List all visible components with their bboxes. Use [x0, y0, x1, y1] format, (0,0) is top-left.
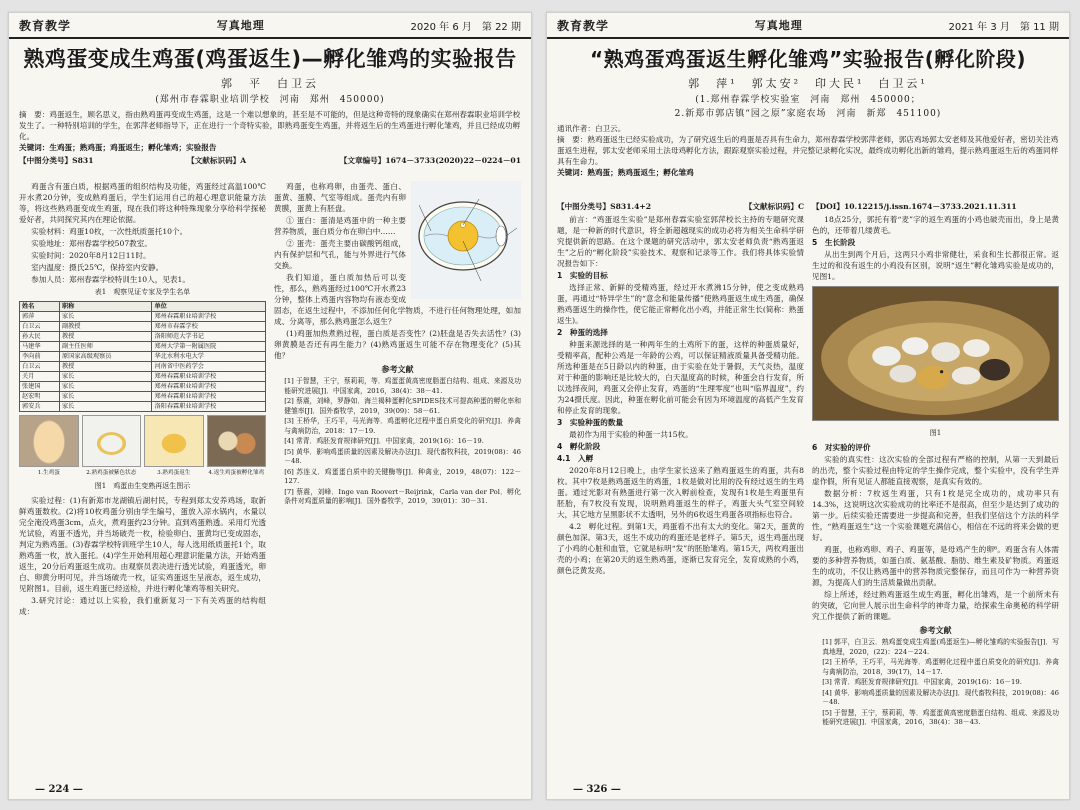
table-row: [20, 352, 266, 362]
left-column: [19, 181, 266, 781]
clc-code: 【中图分类号】S831.4+2: [557, 202, 652, 211]
page-number: — 326 —: [573, 784, 621, 795]
egg-photo-strip: [19, 415, 266, 467]
reference-item: [3] 常青．鸡胚发育规律研究[J]．中国家禽，2019(16)：16－19.: [822, 678, 1022, 686]
table-cell: 河南省中医药学会: [152, 362, 266, 372]
table-row: [20, 392, 266, 402]
photo-caption: 3.熟鸡蛋返生: [157, 470, 191, 476]
table-cell: 家长: [59, 382, 152, 392]
page-number: — 224 —: [35, 784, 83, 795]
page-header: [547, 13, 1069, 39]
right-column: [274, 181, 521, 781]
table-row: [20, 382, 266, 392]
classification-line: [9, 155, 531, 166]
abstract: [557, 123, 1059, 178]
abstract-text: 摘 要：鸡蛋返生，顾名思义，指由熟鸡蛋再变成生鸡蛋，这是一个难以想象的，甚至是不可能的，但是这种奇特的现象确实在郑州春霖职业培训学校发生了。一种特别培训的学生，在郭萍老师指导下，正在进行一个奇特实验，即熟鸡蛋变生鸡蛋，并将返生后的生鸡蛋进行孵化雏鸡，并且已经成功孵化。: [19, 110, 521, 141]
table-cell: 华北水利水电大学: [152, 352, 266, 362]
table-cell: 白卫云: [20, 362, 60, 372]
clc-code: 【中图分类号】S831: [19, 156, 94, 165]
classification-line: [557, 201, 804, 212]
section-heading: 1 实验的目标: [557, 271, 608, 280]
column-name: 教育教学: [557, 18, 610, 33]
paragraph: 种蛋来源选择的是一种两年生的土鸡所下的蛋，这样的种蛋质量好，受精率高，配种公鸡是一年龄的公鸡，可以保证精液质量具备受精功能。所选种蛋是在5日龄以内的种蛋，由于实验在处于暑假，天气炎热，温度对于种蛋的影响还是比较大的，白天温度高的时候，种蛋会自行发育，所以选择夜间，鸡蛋又会停止发育，鸡蛋的“生理零度”也叫“临界温度”，约为24摄氏度。因此，种蛋在孵化前可能会有因为环境温度的高低产生发育和停止发育的现象。: [557, 340, 804, 415]
witness-table: [19, 301, 266, 412]
issue-info: 2020 年 6 月 第 22 期: [410, 21, 521, 33]
table-cell: 马建华: [20, 342, 60, 352]
table-cell: 家长: [59, 312, 152, 322]
table-cell: 洛阳师范大学书记: [152, 332, 266, 342]
table-cell: 家长: [59, 372, 152, 382]
references-title: 参考文献: [919, 625, 952, 635]
table-cell: 郑州春霖职业培训学校: [152, 382, 266, 392]
author-affiliation: (郑州市春霖职业培训学校 河南 郑州 450000): [155, 95, 385, 105]
doi-line: [812, 201, 1059, 212]
table-cell: 教授: [59, 332, 152, 342]
paragraph: 实验地址：郑州春霖学校507教室。: [31, 239, 152, 248]
paragraph: 实验过程：(1)有新郑市龙湖镇后湖村民，专程到郑太安养鸡场，取新鲜鸡蛋数枚。(2)将10枚鸡蛋分别由学生编号，蛋放入凉水锅内，水量以完全淹没鸡蛋3cm，点火，煮鸡蛋约23分钟。直到鸡蛋熟透。采用灯光透光试验，鸡蛋不透光，并当场破壳一枚，检验卵白、蛋黄均已变成固态，判定为熟鸡蛋。(3)春霖学校特训班学生10人，每人选用纸质蛋托1个，取熟鸡蛋一枚，放入蛋托。(4)学生开始利用超心理意识能量方法，开始鸡蛋返生，20分后鸡蛋返生成功。由观察员表决进行透光试验，鸡蛋透光，卵白、卵黄分明可见，并当场破壳一枚，证实鸡蛋返生呈液态，返生成功，见附图1。目前，返生鸡蛋已经送检，并进行孵化雏鸡等相关研究。: [19, 496, 266, 593]
cooked-egg-photo: [82, 415, 142, 467]
section-heading: 4 孵化阶段: [557, 442, 601, 451]
journal-name: 写真地理: [754, 19, 803, 32]
paragraph: 3.研究讨论：通过以上实验，我们重新复习一下有关鸡蛋的结构组成：: [19, 596, 266, 616]
chicks-in-nest-photo: [812, 286, 1059, 421]
author-affiliation-1: (1.郑州春霖学校实验室 河南 郑州 450000；: [695, 95, 921, 105]
paragraph: 选择正常、新鲜的受精鸡蛋，经过开水煮沸15分钟，使之变成熟鸡蛋，再通过“特异学生”的“意念和能量传播”使熟鸡蛋返生成生鸡蛋，确保熟鸡蛋返生的操作性，使它能正常孵化出小鸡，并能正常生长(简称：熟蛋返生)。: [557, 283, 804, 325]
references-title: 参考文献: [381, 364, 414, 374]
section-heading: 3 实验种蛋的数量: [557, 418, 624, 427]
paragraph: (1)鸡蛋加热煮熟过程，蛋白质是否变性？(2)胚盘是否失去活性？(3)卵黄膜是否还有再生能力？(4)熟鸡蛋返生可能不存在物理变化？(5)其他？: [274, 329, 521, 360]
reference-item: [6] 苏连义．鸡蛋蛋白质中的关键酶等[J]．种禽业，2019，48(07)：122－127.: [284, 467, 521, 485]
reference-list: [812, 638, 1059, 728]
table-row: [20, 362, 266, 372]
photo-caption: 4.返生鸡蛋被孵化雏鸡: [208, 470, 265, 476]
paragraph: 前言：“鸡蛋返生实验”是郑州春霖实验室郭萍校长主持的专题研究课题，是一种新的时代意识，将全新超越现实的成功必将为相关生命科学研究提供新的思路。在这个课题的研究活动中，郭太安老师负责“熟鸡蛋返生”之后的“孵化阶段”实验技术、观察和记录等工作。我们将具体实验情况报告如下：: [557, 215, 804, 268]
photo-captions: [19, 468, 266, 479]
table-cell: 郑州市春霖学校: [152, 322, 266, 332]
table-caption: 表1 观察见证专家及学生名单: [94, 288, 191, 296]
egg-structure-diagram: [411, 181, 521, 299]
table-row: [20, 342, 266, 352]
paragraph: 我们知道，蛋白质加热后可以变性，那么，熟鸡蛋经过100℃开水煮23分钟，整体上鸡蛋内容物均有液态变成固态，在返生过程中，不添加任何化学物质，不进行任何物理处理，如加成、分离等，那么熟鸡蛋怎么返生？: [274, 273, 521, 326]
paragraph: 鸡蛋含有蛋白质，根据鸡蛋的组织结构及功能，鸡蛋经过高温100℃开水煮20分钟，变成熟鸡蛋后，学生们运用自己的超心理意识能量方法等，将这些熟鸡蛋变成生鸡蛋，现在我们将这种特殊现象分享给科学探秘爱好者，共同探究其内在理论依据。: [19, 182, 266, 224]
reference-item: [3] 王桥华，王巧平，马光海等．鸡蛋孵化过程中蛋白质变化的研究[J]．养禽与禽病防治，2018：17－19.: [284, 417, 521, 435]
paragraph: 综上所述，经过熟鸡蛋返生成生鸡蛋，孵化出雏鸡，是一个前所未有的突破，它向世人展示出生命科学的神奇力量，给探索生命奥秘的科学研究工作提供了新的课题。: [812, 590, 1059, 621]
paragraph: 18点25分，郭托有着“麦”字的返生鸡蛋的小鸡也破壳而出，身上是黄色的，还带着几缕黄毛。: [812, 215, 1059, 235]
photo-caption: 2.熟鸡蛋被紫色状态: [86, 470, 137, 476]
table-cell: 原国家高级观察员: [59, 352, 152, 362]
table-cell: 郑州春霖职业培训学校: [152, 312, 266, 322]
paragraph: 实验的真实性：这次实验的全部过程有严格的控制，从第一天到最后的出壳，整个实验过程由特定的学生操作完成，整个实验中，没有学生弄虚作假，所有见证人都能直接观察，是真实有效的。: [812, 455, 1059, 486]
reference-item: [5] 黄华．影响鸡蛋质量的因素及解决办法[J]．现代畜牧科技，2019(08)：46－48.: [284, 447, 521, 465]
table-cell: 副主任医师: [59, 342, 152, 352]
issue-info: 2021 年 3 月 第 11 期: [948, 21, 1059, 33]
contact-author: 通讯作者：白卫云。: [557, 124, 626, 133]
author-affiliation-2: 2.新郑市郭店镇“园之原”家庭农场 河南 新郑 451100): [674, 109, 942, 119]
doc-code: 【文献标识码】C: [744, 202, 804, 211]
reference-item: [7] 蔡震，刘峰．Inge van Roovert－Reijrink，Carla van der Pol．孵化条件对鸡蛋质量的影响[J]．国外畜牧学，2019，39(01)：30－31.: [284, 487, 521, 505]
paragraph: 从出生到两个月后，这两只小鸡非常健壮，采食和生长都很正常。返生过的和没有返生的小鸡没有区别，说明“返生”孵化雏鸡实验是成功的，见图1。: [812, 250, 1059, 281]
table-header: 姓名: [20, 302, 60, 312]
table-cell: 家长: [59, 402, 152, 412]
paragraph: 最初作为用于实验的种蛋一共15枚。: [569, 430, 693, 439]
table-row: [20, 332, 266, 342]
paragraph: 鸡蛋，也称鸡卵、鸡子、鸡蛋等，是母鸡产生的卵⁶。鸡蛋含有人体需要的多种营养物质，如蛋白质、氨基酸、脂肪、维生素及矿物质。鸡蛋返生的成功，不仅让熟鸡蛋中的营养物质完整保存，而且可作为一种营养资源，为提高人们的生活质量做出贡献。: [812, 545, 1059, 587]
table-cell: 孙大民: [20, 332, 60, 342]
table-cell: 郭安兵: [20, 402, 60, 412]
doi: 【DOI】10.12215/j.issn.1674－3733.2021.11.311: [812, 202, 1017, 211]
figure-caption: 图1 鸡蛋由生变熟再返生图示: [94, 482, 191, 490]
reference-item: [1] 于智慧，王宁，蔡莉莉，等．鸡蛋蛋黄高密度脂蛋白结构、组成、来源及功能研究进展[J]．中国家禽，2016，38(4)：38－41.: [284, 377, 521, 395]
returned-egg-photo: [144, 415, 204, 467]
subsection-heading: 4.1 入孵: [557, 454, 594, 463]
reference-item: [4] 黄华．影响鸡蛋质量的因素及解决办法[J]．现代畜牧科技，2019(08)：46－48.: [822, 688, 1059, 706]
article-title: 熟鸡蛋变成生鸡蛋(鸡蛋返生)—孵化雏鸡的实验报告: [23, 47, 517, 71]
reference-item: [1] 郭平，白卫云．熟鸡蛋变成生鸡蛋(鸡蛋返生)—孵化雏鸡的实验报告[J]．写真地理，2020，(22)：224－224.: [822, 638, 1059, 656]
paragraph: ① 蛋白：蛋清是鸡蛋中的一种主要营养物质，蛋白质分布在卵白中……: [274, 216, 406, 236]
table-cell: 郑州春霖职业培训学校: [152, 392, 266, 402]
paragraph: ② 蛋壳：蛋壳主要由碳酸钙组成，内有保护层和气孔，能与外界进行气体交换。: [274, 239, 406, 270]
table-cell: 郑州大学第一附属医院: [152, 342, 266, 352]
right-column: [812, 201, 1059, 781]
paragraph: 实验材料：鸡蛋10枚，一次性纸质蛋托10个。: [31, 227, 188, 236]
paragraph: 4.2 孵化过程。到第1天，鸡蛋看不出有太大的变化。第2天，蛋黄的颜色加深。第3天，返生不成功的鸡蛋还是老样子。第5天，返生鸡蛋出现了小鸡的心脏和血管，它就是标明“发”的胚胎雏鸡。第15天，两枚鸡蛋出壳的小鸡；在第20天的返生熟鸡蛋，逐渐已发育完全，发育成熟的小鸡，颜色泛黄发亮。: [557, 522, 804, 575]
article-title: “熟鸡蛋鸡蛋返生孵化雏鸡”实验报告(孵化阶段): [589, 47, 1027, 71]
photo-caption: 1.生鸡蛋: [37, 470, 60, 476]
paragraph: 2020年8月12日晚上，由学生家长送来了熟鸡蛋返生的鸡蛋，共有8枚。其中7枚是熟鸡蛋返生的鸡蛋，1枚是做对比用的没有经过返生的生鸡蛋。通过光影对有熟蛋进行第一次入孵前检查，发现有1枚是生鸡蛋里有胚胎，有7枚没有发现，说明熟鸡蛋返生的样子，鸡蛋大头气室空间较大，其它地方呈黑影状不太透明，另外的6枚返生鸡蛋各项指标也符合。: [557, 466, 804, 519]
reference-list: [274, 377, 521, 507]
table-row: [20, 402, 266, 412]
table-cell: 白卫云: [20, 322, 60, 332]
table-cell: 洛阳春霖职业培训学校: [152, 402, 266, 412]
paragraph: 实验时间：2020年8月12日11时。: [31, 251, 151, 260]
abstract-text: 摘 要：熟鸡蛋返生已经实验成功，为了研究返生后的鸡蛋是否具有生命力，郑州春霖学校郭萍老师，郭店鸡场郭太安老师及其他爱好者，密切关注鸡蛋返生进程，郭太安老师采用土法母鸡孵化方法，跟踪观察实验过程，并完整记录孵化实况，最终成功孵化出新的雏鸡，提示熟鸡蛋返生后的鸡蛋同样具有生命力。: [557, 135, 1059, 166]
table-row: [20, 372, 266, 382]
section-heading: 2 种蛋的选择: [557, 328, 608, 337]
journal-name: 写真地理: [216, 19, 265, 32]
table-cell: 关月: [20, 372, 60, 382]
left-column: [557, 201, 804, 781]
section-heading: 6 对实验的评价: [812, 443, 871, 452]
table-cell: 郑州春霖职业培训学校: [152, 372, 266, 382]
paragraph: 室内温度：摄氏25℃，保持室内安静。: [31, 263, 164, 272]
table-row: [20, 322, 266, 332]
table-header: 职称: [59, 302, 152, 312]
keywords: 关键词：熟鸡蛋；熟鸡蛋返生；孵化雏鸡: [557, 168, 694, 177]
paragraph: 参加人员：郑州春霖学校特训生10人，见表1。: [31, 275, 190, 284]
left-journal-page: [8, 12, 532, 800]
reference-item: [2] 蔡震，刘峰，罗静如．海兰褐种蛋孵化SPIDES技术可提高种蛋的孵化率和健雏率[J]．国外畜牧学，2019，39(09)：58－61.: [284, 397, 521, 415]
column-name: 教育教学: [19, 18, 72, 33]
hatched-chick-photo: [207, 415, 267, 467]
table-cell: 教授: [59, 362, 152, 372]
reference-item: [2] 王桥华，王巧平，马光海等．鸡蛋孵化过程中蛋白质变化的研究[J]．养禽与禽病防治，2018，39(17)，14－17.: [822, 658, 1059, 676]
doc-code: 【文献标识码】A: [187, 156, 247, 165]
paragraph: 数据分析：7枚返生鸡蛋，只有1枚是完全成功的，成功率只有14.3%，这说明这次实验成功的比率还不是很高，但至少是达到了成功的第一步。后续实验还需要进一步提高和完善，但我们坚信这个方法的科学性，“熟鸡蛋返生”这一个实验课题充满信心，相信在不远的将来会做的更好。: [812, 489, 1059, 542]
table-header: 单位: [152, 302, 266, 312]
keywords: 关键词：生鸡蛋；熟鸡蛋；鸡蛋返生；孵化雏鸡；实验报告: [19, 143, 217, 152]
table-cell: 副教授: [59, 322, 152, 332]
abstract: [19, 109, 521, 153]
table-cell: 郭萍: [20, 312, 60, 322]
table-cell: 李向前: [20, 352, 60, 362]
article-authors: 郭 萍¹ 郭太安² 印大民¹ 白卫云¹: [688, 77, 928, 90]
figure-caption: 图1: [929, 429, 942, 437]
table-cell: 赵宏明: [20, 392, 60, 402]
article-authors: 郭 平 白卫云: [221, 77, 319, 90]
article-number: 【文章编号】1674－3733(2020)22－0224－01: [339, 156, 521, 165]
paragraph: 鸡蛋，也称鸡卵，由蛋壳、蛋白、蛋黄、蛋膜、气室等组成。蛋壳内有卵黄膜，蛋黄上有胚盘。: [274, 182, 406, 213]
section-heading: 5 生长阶段: [812, 238, 856, 247]
table-row: [20, 312, 266, 322]
reference-item: [5] 于智慧，王宁，蔡莉莉，等．鸡蛋蛋黄高密度脂蛋白结构、组成、来源及功能研究进展[J]．中国家禽，2016，38(4)：38－43.: [822, 708, 1059, 726]
table-cell: 张建国: [20, 382, 60, 392]
right-journal-page: [546, 12, 1070, 800]
page-header: [9, 13, 531, 39]
reference-item: [4] 常青．鸡胚发育规律研究[J]．中国家禽，2019(16)：16－19.: [284, 437, 484, 445]
table-cell: 家长: [59, 392, 152, 402]
raw-egg-photo: [19, 415, 79, 467]
